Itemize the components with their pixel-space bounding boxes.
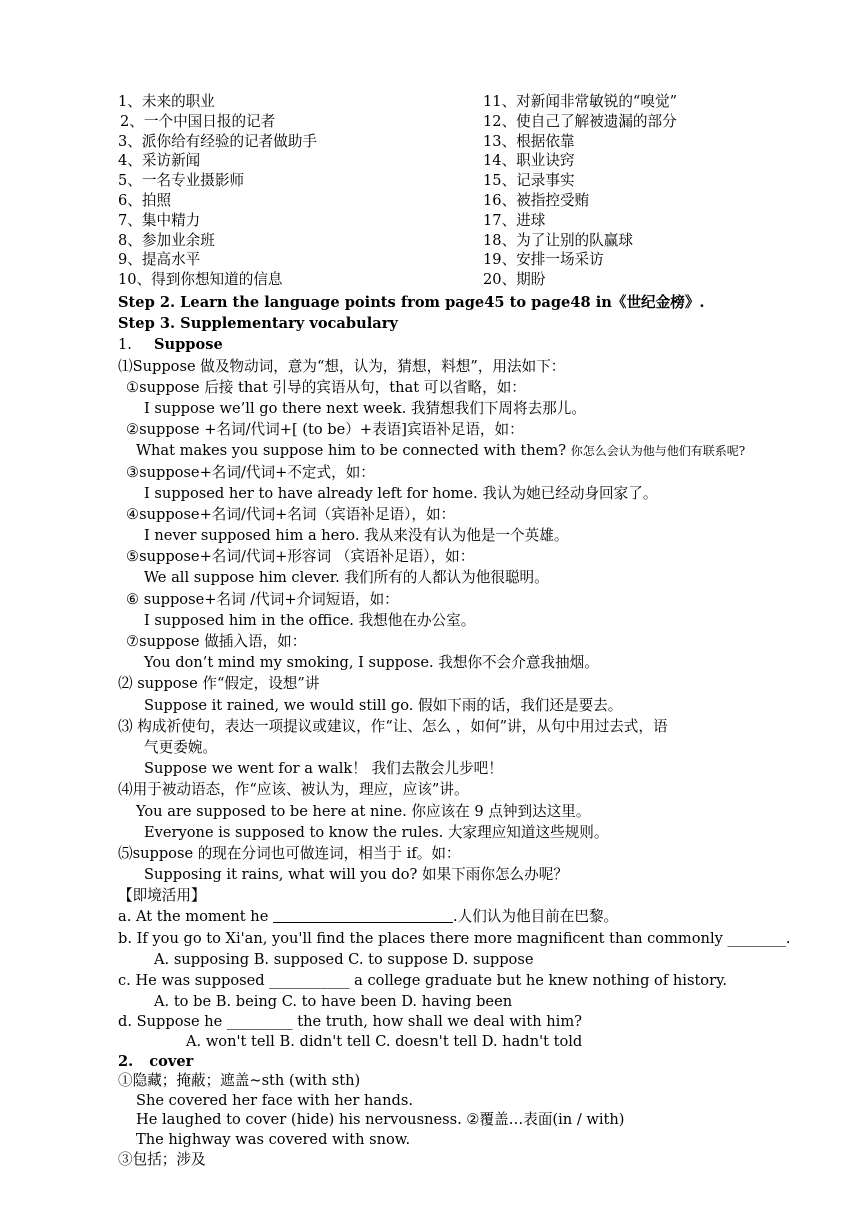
example-sentence: The highway was covered with snow. (136, 1130, 411, 1148)
example-sentence: Supposing it rains, what will you do? 如果下雨你怎么办呢？ (144, 866, 568, 884)
vocab-row (118, 112, 798, 132)
vocab-row (118, 270, 798, 290)
step2-heading: Step 2. Learn the language points from page45 to page48 in《世纪金榜》. (118, 294, 705, 311)
example-en: What makes you suppose him to be connected with them? (136, 442, 567, 460)
example-sentence: You don’t mind my smoking, I suppose. 我想你不会介意我抽烟。 (144, 654, 599, 672)
vocab-item: 6、拍照 (118, 191, 172, 209)
document-body (118, 292, 798, 1169)
step3-heading: Step 3. Supplementary vocabulary (118, 315, 398, 333)
vocab-item: 7、集中精力 (118, 211, 201, 229)
practice-question-d: d. Suppose he _________ the truth, how shall we deal with him? (118, 1013, 582, 1031)
vocab-item: 5、一名专业摄影师 (118, 172, 245, 190)
usage-paragraph: ⑵ suppose 作“假定，设想”讲 (118, 675, 320, 693)
question-text: .人们认为他目前在巴黎。 (452, 908, 619, 926)
cover-heading (118, 1052, 798, 1072)
vocab-row (118, 191, 798, 211)
practice-question-c: c. He was supposed ___________ a college graduate but he knew nothing of history. (118, 972, 728, 989)
vocab-item: 19、安排一场采访 (483, 251, 604, 269)
usage-paragraph-cont: 气更委婉。 (144, 738, 217, 756)
usage-paragraph: ⑸suppose 的现在分词也可做连词，相当于 if。如： (118, 844, 461, 862)
heading-number: 1. (118, 336, 132, 354)
usage-item: ③suppose+名词/代词+不定式，如： (126, 463, 375, 481)
usage-item: ⑦suppose 做插入语，如： (126, 633, 307, 650)
example-sentence: Suppose it rained, we would still go. 假如下雨的话，我们还是要去。 (144, 696, 623, 714)
vocab-item: 9、提高水平 (118, 251, 201, 269)
usage-paragraph: ⑷用于被动语态，作“应该、被认为，理应，应该”讲。 (118, 781, 469, 799)
example-sentence: We all suppose him clever. 我们所有的人都认为他很聪明。 (144, 569, 549, 587)
vocab-item: 12、使自己了解被遗漏的部分 (483, 112, 677, 130)
example-sentence (118, 440, 798, 461)
example-cn: 你怎么会认为他与他们有联系呢? (570, 444, 746, 459)
example-sentence: He laughed to cover (hide) his nervousness. ②覆盖…表面(in / with) (136, 1111, 625, 1129)
vocabulary-list (118, 92, 798, 290)
vocab-item: 4、采访新闻 (118, 152, 201, 170)
vocab-item: 16、被指控受贿 (483, 191, 590, 209)
practice-question-b: b. If you go to Xi'an, you'll find the places there more magnificent than commonly ________. (118, 929, 791, 947)
vocab-item: 10、得到你想知道的信息 (118, 271, 283, 289)
vocab-row (118, 250, 798, 270)
example-sentence: Everyone is supposed to know the rules. 大家理应知道这些规则。 (144, 823, 609, 841)
answer-blank (273, 908, 453, 923)
sense-item: ①隐藏；掩蔽；遮盖~sth (with sth) (118, 1072, 361, 1090)
vocab-item: 11、对新闻非常敏锐的“嗅觉” (483, 93, 678, 110)
heading-word: Suppose (153, 336, 223, 354)
vocab-item: 8、参加业余班 (118, 231, 215, 249)
vocab-item: 18、为了让别的队赢球 (483, 231, 633, 249)
example-sentence: I supposed him in the office. 我想他在办公室。 (144, 611, 476, 629)
vocab-row (118, 171, 798, 191)
vocab-row (118, 151, 798, 171)
practice-question-a (118, 906, 798, 927)
vocab-item: 1、未来的职业 (118, 93, 215, 110)
example-sentence: You are supposed to be here at nine. 你应该在 9 点钟到达这里。 (136, 802, 591, 820)
vocab-item: 20、期盼 (483, 271, 546, 289)
example-sentence: I never supposed him a hero. 我从来没有认为他是一个英雄。 (144, 527, 569, 545)
vocab-row (118, 211, 798, 231)
vocab-item: 13、根据依靠 (483, 132, 575, 150)
vocab-item: 3、派你给有经验的记者做助手 (118, 132, 318, 150)
answer-options: A. won't tell B. didn't tell C. doesn't tell D. hadn't told (186, 1032, 583, 1050)
usage-item: ②suppose +名词/代词+[ (to be）+表语]宾语补足语，如： (126, 421, 524, 439)
question-text: a. At the moment he (118, 908, 273, 926)
example-sentence: I supposed her to have already left for home. 我认为她已经动身回家了。 (144, 484, 658, 502)
usage-paragraph: ⑶ 构成祈使句，表达一项提议或建议，作“让、怎么 ，如何”讲，从句中用过去式，语 (118, 717, 668, 735)
practice-heading: 【即境活用】 (118, 887, 206, 905)
answer-options: A. supposing B. supposed C. to suppose D. suppose (154, 950, 534, 968)
example-sentence: Suppose we went for a walk！ 我们去散会儿步吧！ (144, 760, 503, 778)
vocab-row (118, 231, 798, 251)
vocab-row (118, 132, 798, 152)
usage-item: ⑤suppose+名词/代词+形容词 （宾语补足语），如： (126, 548, 475, 566)
usage-paragraph: ⑴Suppose 做及物动词，意为“想，认为，猜想，料想”，用法如下： (118, 357, 566, 375)
usage-item: ④suppose+名词/代词+名词（宾语补足语），如： (126, 505, 456, 523)
sense-item: ③包括；涉及 (118, 1150, 206, 1168)
example-sentence: She covered her face with her hands. (136, 1091, 413, 1109)
answer-options: A. to be B. being C. to have been D. having been (154, 993, 513, 1011)
usage-item: ①suppose 后接 that 引导的宾语从句，that 可以省略，如： (126, 378, 526, 396)
usage-item: ⑥ suppose+名词 /代词+介词短语，如： (126, 590, 399, 608)
vocab-row (118, 92, 798, 112)
vocab-item: 15、记录事实 (483, 172, 575, 190)
example-sentence: I suppose we’ll go there next week. 我猜想我们下周将去那儿。 (144, 399, 586, 417)
vocab-item: 2、一个中国日报的记者 (120, 112, 276, 130)
heading-number: 2. (118, 1052, 134, 1070)
vocab-item: 14、职业诀窍 (483, 152, 575, 170)
suppose-heading (118, 334, 798, 355)
heading-word: cover (149, 1052, 194, 1070)
vocab-item: 17、进球 (483, 211, 546, 229)
